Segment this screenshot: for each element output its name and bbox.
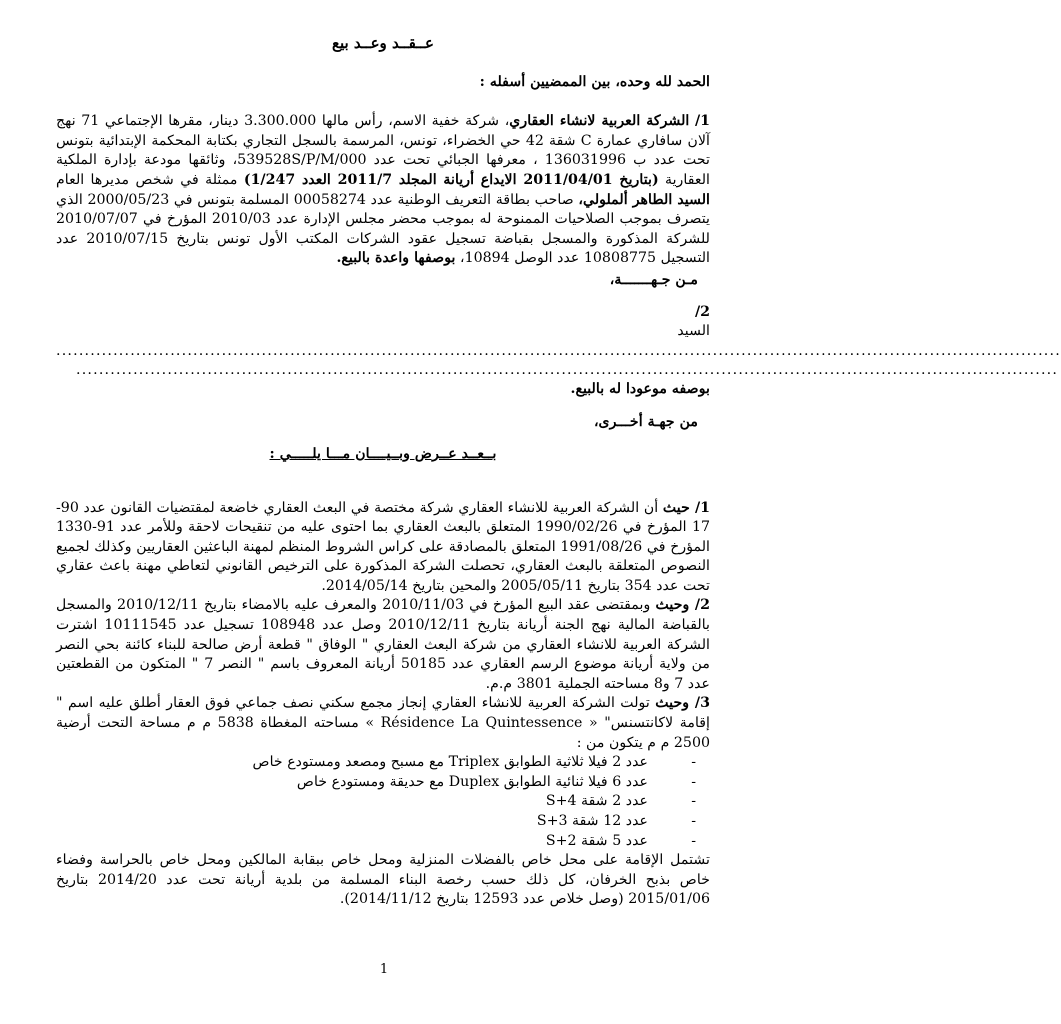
party1-paragraph: [56, 112, 710, 269]
clause-3-lead: 3/ وحيث: [655, 695, 710, 712]
page-number: 1: [379, 962, 389, 977]
party1-registration: (بتاريخ 2011/04/01 الايداع أريانة المجلد 2011/7 العدد 1/247): [243, 171, 659, 188]
party2-sir-label: السيد: [677, 323, 710, 340]
party1-role: بوصفها واعدة بالبيع.: [336, 250, 456, 267]
clause-2-body: وبمقتضى عقد البيع المؤرخ في 2010/11/03 والمعرف عليه بالامضاء بتاريخ 2010/12/11 والمسجل بالقباضة المالية نهج الجنة أريانة بتاريخ 2010/12/11 وصل عدد 108948 تسجيل عدد 10111545 اشترت الشركة العربية للانشاء العقاري من شركة البعث العقاري " الوفاق " قطعة أرض صالحة للبناء كائنة بحي النصر من ولاية أريانة موضوع الرسم العقاري عدد 50185 أريانة المعروف باسم " النصر 7 " المتكون من القطعتين عدد 7 و8 مساحته الجملية 3801 م.م.: [56, 597, 710, 692]
party1-body2: ممثلة في شخص مديرها العام: [56, 171, 238, 188]
preamble: الحمد لله وحده، بين الممضيين أسفله :: [479, 73, 710, 90]
list-item: - عدد 12 شقة S+3: [536, 813, 696, 829]
unit-list: [56, 753, 710, 851]
list-item: - عدد 6 فيلا ثنائية الطوابق Duplex مع حديقة ومستودع خاص: [296, 773, 696, 790]
clause-2: [56, 596, 710, 694]
party2-number: 2/: [694, 303, 710, 320]
list-item: - عدد 2 فيلا ثلاثية الطوابق Triplex مع مسبح ومصعد ومستودع خاص: [252, 754, 696, 771]
party1-name: الشركة العربية لانشاء العقاري: [509, 113, 690, 130]
clause-1-body: أن الشركة العربية للانشاء العقاري شركة مختصة في البعث العقاري خاضعة لمقتضيات القانون عدد 90-17 المؤرخ في 1990/02/26 المتعلق بالبعث العقاري بما احتوى عليه من تنقيحات لاحقة وللأمر عدد 91-1330 المؤرخ في 1991/08/26 المتعلق بالمصادقة على كراس الشروط المنظم لمهنة الباعثين العقاريين وكذلك لجميع النصوص المتعلقة بالبعث العقاري، تحصلت الشركة المذكورة على الترخيص القانوني لتعاطي مهنة باعث عقاري تحت عدد 354 بتاريخ 2005/05/11 والمحين بتاريخ 2014/05/14.: [56, 499, 710, 594]
contract-page: [56, 34, 1061, 910]
party1-side: مـن جـهـــــــة،: [609, 271, 698, 288]
clause-3-tail: تشتمل الإقامة على محل خاص بالفضلات المنزلية ومحل خاص ببقابة المالكين ومحل خاص بالحراسة وفضاء خاص بذبح الخرفان، كل ذلك حسب رخصة البناء المسلمة من بلدية أريانة تحت عدد 2014/20 بتاريخ 2015/01/06 (وصل خلاص عدد 12593 بتاريخ 2014/11/12).: [56, 852, 710, 908]
party1-body: ، شركة خفية الاسم، رأس مالها 3.300.000 دينار، مقرها الإجتماعي 71 نهج آلان سافاري عمارة C شقة 42 حي الخضراء، تونس، المرسمة بالسجل التجاري بكتابة المحكمة الإبتدائية بتونس تحت عدد ب 136031996 ، معرفها الجبائي تحت عدد 539528S/P/M/000، وثائقها مودعة بإدارة الملكية العقارية: [56, 113, 711, 188]
party2-side: من جهـة أخـــرى،: [593, 414, 698, 431]
party2-blank-line-2: ............................................................................................................................................................................: [76, 361, 1059, 378]
party2-role: بوصفه موعودا له بالبيع.: [570, 380, 710, 397]
clause-3-body: تولت الشركة العربية للانشاء العقاري إنجاز مجمع سكني نصف جماعي فوق العقار أطلق عليه اسم " إقامة لاكانتسنس" « Résidence La Quintessence » مساحته المغطاة 5838 م م مساحة التحت أرضية 2500 م م يتكون من :: [56, 695, 710, 751]
list-item: - عدد 5 شقة S+2: [545, 832, 696, 849]
list-item: - عدد 2 شقة S+4: [545, 793, 696, 810]
clause-1-lead: 1/ حيث: [662, 499, 710, 516]
clause-1: [56, 499, 710, 597]
party2-blank-line-1: ................................................................................................................................................................................: [56, 342, 1061, 359]
party1-number: 1/: [694, 113, 710, 130]
recitals-heading: بــعــد عــرض وبــيــــان مـــا يلـــــي :: [269, 445, 497, 462]
clause-2-lead: 2/ وحيث: [655, 597, 710, 614]
clause-3: [56, 694, 710, 753]
document-title: عــقــد وعــد بيع: [332, 34, 434, 52]
party1-body3: صاحب بطاقة التعريف الوطنية عدد 00058274 المسلمة بتونس في 2000/05/23 الذي يتصرف بموجب الصلاحيات الممنوحة له بموجب محضر مجلس الإدارة عدد 2010/03 المؤرخ في 2010/07/07 للشركة المذكورة والمسجل بقباضة تسجيل عقود الشركات المكتب الأول تونس بتاريخ 2010/07/15 عدد التسجيل 10808775 عدد الوصل 10894،: [56, 191, 710, 267]
party1-representative: السيد الطاهر ألملولي،: [578, 191, 711, 208]
